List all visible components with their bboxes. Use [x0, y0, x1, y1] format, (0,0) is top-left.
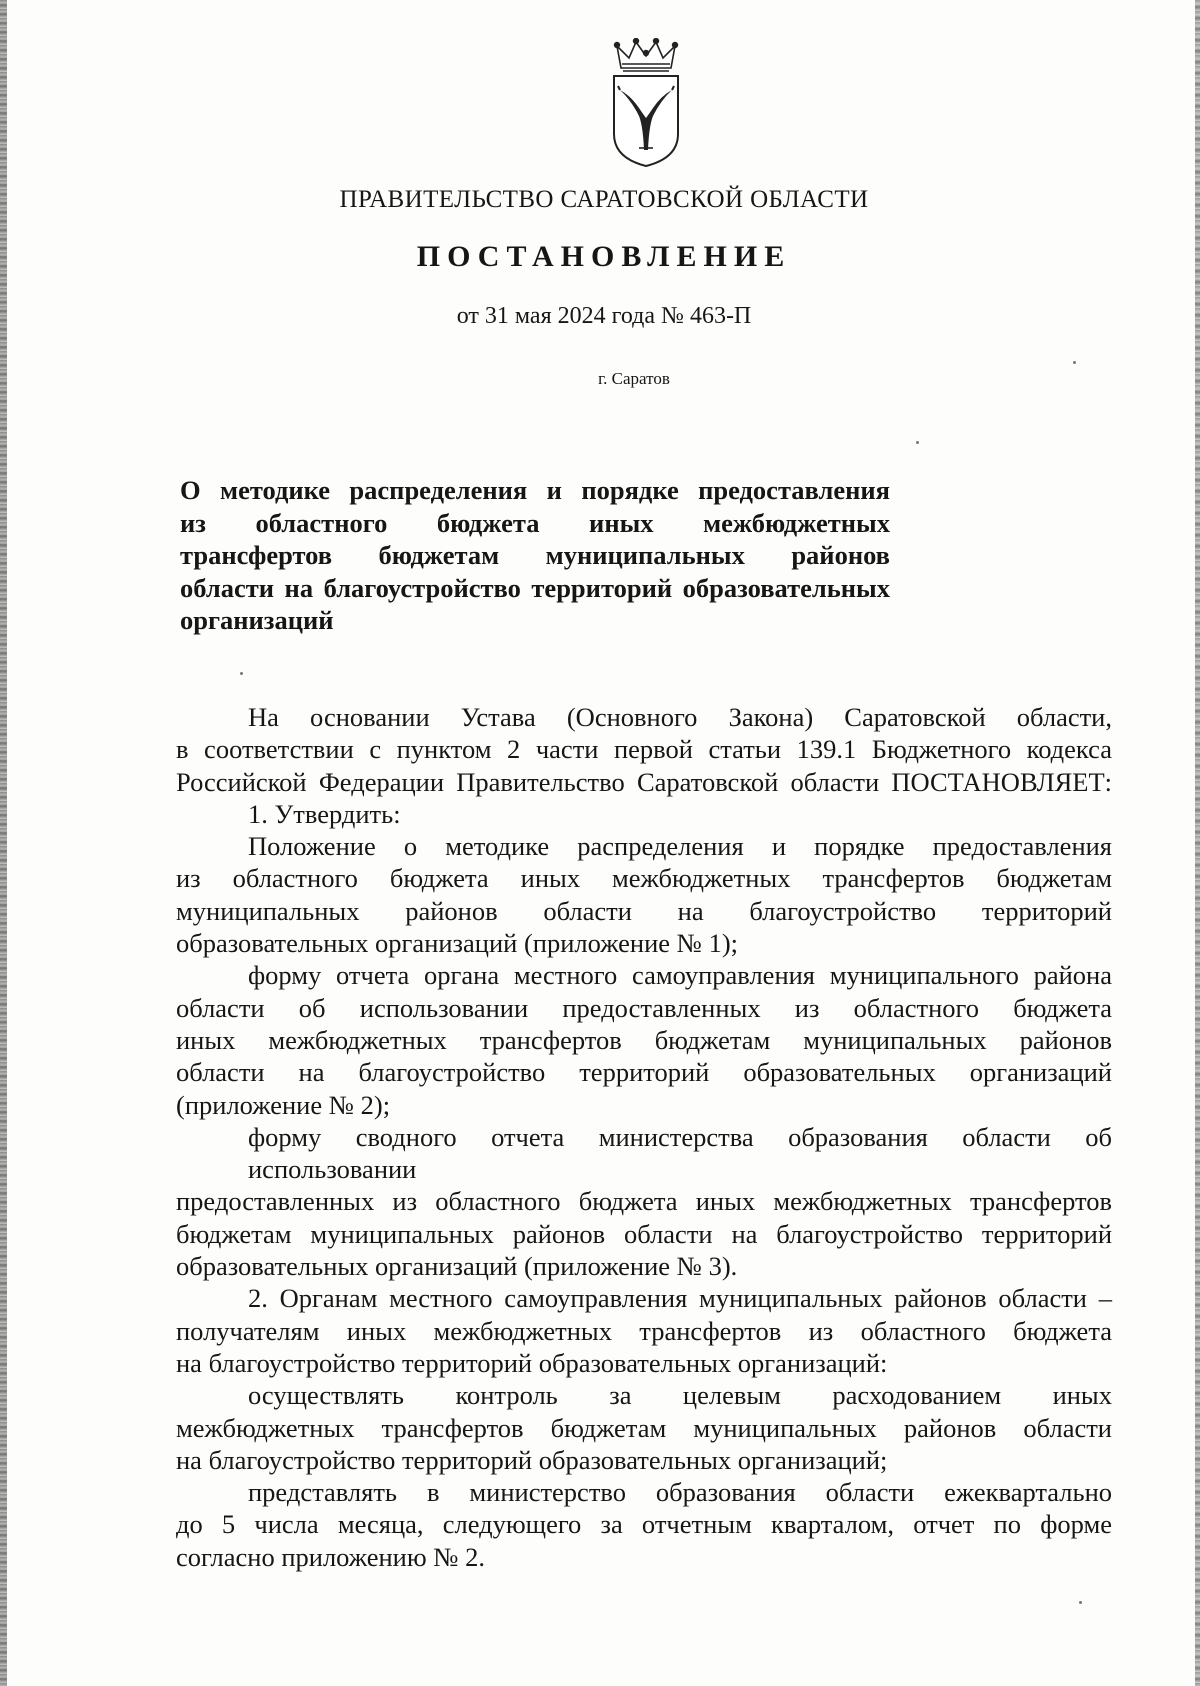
- subject-line: трансфертов бюджетам муниципальных районов: [180, 540, 890, 570]
- body-line: области об использовании предоставленных из областного бюджета: [176, 992, 1112, 1023]
- body-line: (приложение № 2);: [176, 1089, 391, 1120]
- body-line: На основании Устава (Основного Закона) Саратовской области,: [248, 702, 1112, 732]
- body-line: в соответствии с пунктом 2 части первой статьи 139.1 Бюджетного кодекса: [176, 734, 1112, 765]
- coat-of-arms-emblem: [609, 38, 683, 168]
- government-title: ПРАВИТЕЛЬСТВО САРАТОВСКОЙ ОБЛАСТИ: [339, 186, 869, 213]
- body-line: области на благоустройство территорий образовательных организаций: [176, 1057, 1112, 1088]
- body-line: из областного бюджета иных межбюджетных трансфертов бюджетам: [176, 863, 1112, 894]
- document-body: [176, 701, 1112, 1573]
- body-line: предоставленных из областного бюджета иных межбюджетных трансфертов: [176, 1186, 1112, 1217]
- body-line: на благоустройство территорий образовательных организаций:: [176, 1347, 888, 1378]
- document-type: ПОСТАНОВЛЕНИЕ: [416, 240, 792, 273]
- body-line: осуществлять контроль за целевым расходованием иных: [248, 1380, 1112, 1411]
- body-line: бюджетам муниципальных районов области на благоустройство территорий: [176, 1218, 1112, 1249]
- body-line: иных межбюджетных трансфертов бюджетам муниципальных районов: [176, 1024, 1112, 1055]
- body-line: форму сводного отчета министерства образования области об использовании: [248, 1121, 1112, 1185]
- body-line: 1. Утвердить:: [248, 798, 401, 829]
- body-line: образовательных организаций (приложение № 3).: [176, 1251, 738, 1282]
- shield-icon: [614, 76, 678, 166]
- body-line: до 5 числа месяца, следующего за отчетным кварталом, отчет по форме: [176, 1509, 1112, 1540]
- document-date-number: от 31 мая 2024 года № 463-П: [456, 303, 752, 329]
- body-line: форму отчета органа местного самоуправления муниципального района: [248, 960, 1112, 991]
- document-subject: [180, 474, 890, 637]
- document-city: г. Саратов: [598, 369, 670, 388]
- body-line: представлять в министерство образования области ежеквартально: [248, 1477, 1112, 1508]
- body-line: Российской Федерации Правительство Саратовской области ПОСТАНОВЛЯЕТ:: [176, 766, 1112, 797]
- body-line: получателям иных межбюджетных трансфертов из областного бюджета: [176, 1315, 1112, 1346]
- body-line: межбюджетных трансфертов бюджетам муниципальных районов области: [176, 1412, 1112, 1443]
- body-line: Положение о методике распределения и порядке предоставления: [248, 831, 1112, 862]
- body-line: согласно приложению № 2.: [176, 1541, 486, 1572]
- subject-line: области на благоустройство территорий образовательных: [180, 572, 890, 603]
- subject-line: организаций: [180, 605, 334, 635]
- crown-icon: [615, 39, 678, 71]
- subject-line: из областного бюджета иных межбюджетных: [180, 507, 890, 538]
- scan-speck: [916, 441, 919, 444]
- body-line: на благоустройство территорий образовательных организаций;: [176, 1444, 888, 1475]
- subject-line: О методике распределения и порядке предоставления: [180, 475, 890, 505]
- scan-speck: [240, 672, 243, 675]
- scan-speck: [1079, 1601, 1082, 1604]
- body-line: образовательных организаций (приложение № 1);: [176, 928, 739, 959]
- body-line: муниципальных районов области на благоустройство территорий: [176, 895, 1112, 926]
- body-line: 2. Органам местного самоуправления муниципальных районов области –: [248, 1283, 1112, 1314]
- scan-speck: [1073, 361, 1076, 364]
